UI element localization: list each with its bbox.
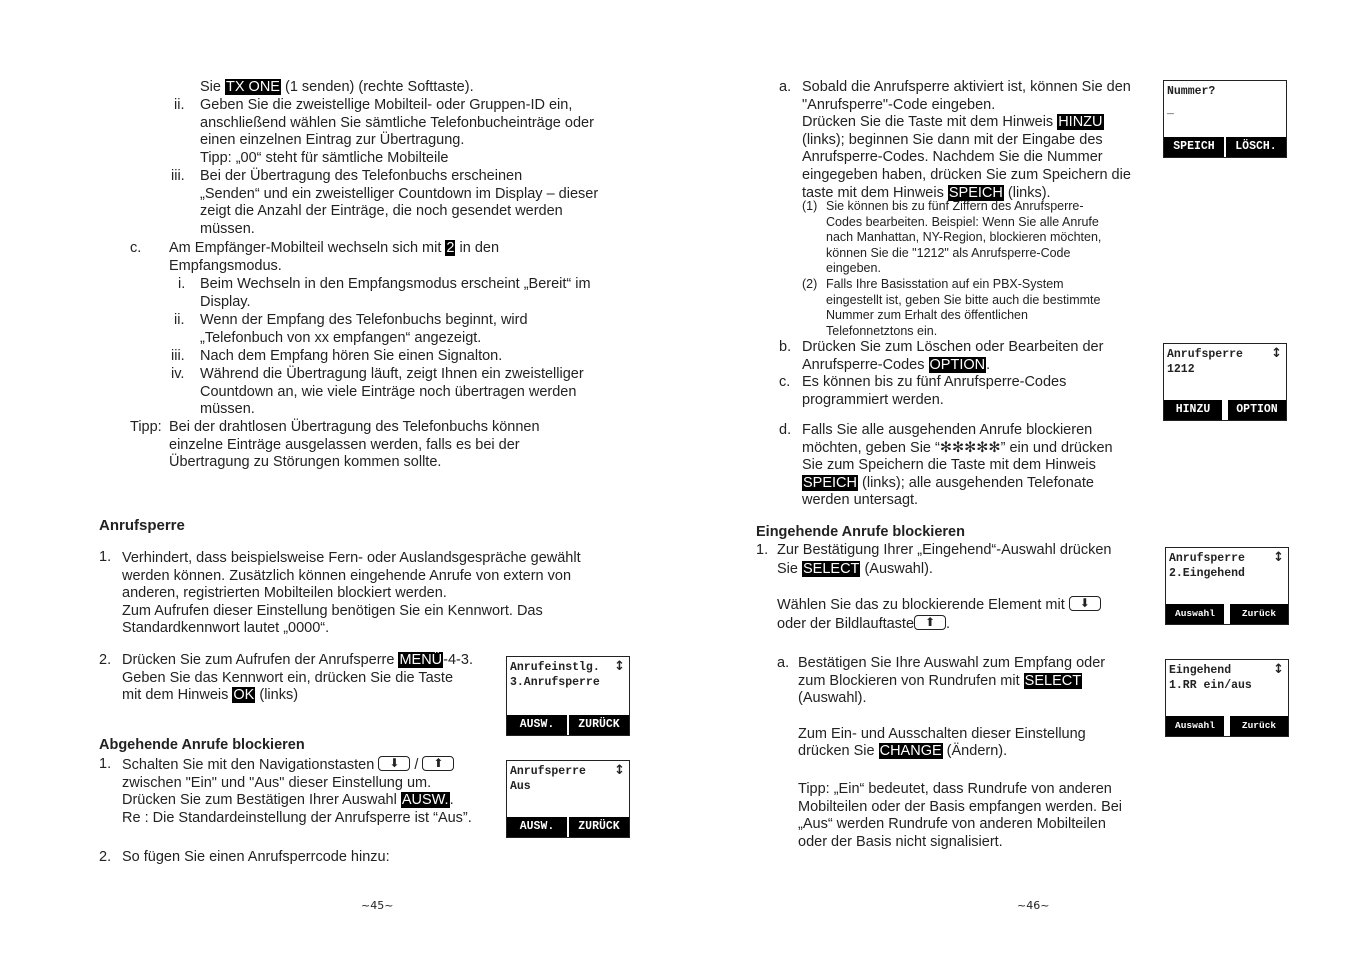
softkey-left: SPEICH: [1164, 137, 1224, 157]
up-down-arrow-icon: ↕: [1273, 662, 1284, 677]
list-item: Wenn der Empfang des Telefonbuchs beginnt, wird „Telefonbuch von xx empfangen“ angezeigt.: [200, 312, 528, 346]
softkey-label: CHANGE: [879, 743, 942, 760]
softkey-right: Zurück: [1230, 604, 1288, 624]
softkey-label: SPEICH: [948, 184, 1003, 201]
list-item: Verhindert, dass beispielsweise Fern- oder Auslandsgespräche gewählt werden können. Zusätzlich können eingehende Anrufe von extern von anderen, registrierten Mobilteilen blockiert werden. Zum Aufrufen dieser Einstellung benötigen Sie ein Kennwort. Das Standardkennwort lautet „0000“.: [122, 550, 581, 637]
up-down-arrow-icon: ↕: [614, 763, 625, 778]
section-heading: Anrufsperre: [99, 517, 185, 534]
softkey-left: AUSW.: [507, 715, 567, 735]
list-item: Zur Bestätigung Ihrer „Eingehend“-Auswahl drücken Sie SELECT (Auswahl). Wählen Sie das zu blockierende Element mit ⬇ oder der Bildlauftaste ⬆ .: [777, 542, 1112, 632]
softkey-left: Auswahl: [1166, 716, 1224, 736]
list-item: Beim Wechseln in den Empfangsmodus erscheint „Bereit“ im Display.: [200, 276, 591, 310]
softkey-label: AUSW.: [401, 792, 449, 809]
display-screen: Anrufsperre 2.Eingehend ↕ Auswahl Zurück: [1165, 547, 1289, 625]
note-item: Sie können bis zu fünf Ziffern des Anrufsperre- Codes bearbeiten. Beispiel: Wenn Sie alle Anrufe nach Manhattan, NY-Region, blockieren möchten, können Sie die "1212" als Anrufsperre-Code eingeben.: [826, 199, 1102, 276]
list-item: Bei der Übertragung des Telefonbuchs erscheinen „Senden“ und ein zweistelliger Countdown im Display – dieser zeigt die Anzahl der Einträge, die noch gesendet werden müssen.: [200, 168, 599, 237]
list-marker: b.: [779, 339, 792, 355]
softkey-left: AUSW.: [507, 817, 567, 837]
softkey-right: ZURÜCK: [569, 817, 629, 837]
nav-down-key-icon: ⬇: [1069, 596, 1101, 611]
softkey-left: Auswahl: [1166, 604, 1224, 624]
display-screen: Anrufsperre 1212 ↕ HINZU OPTION: [1163, 343, 1287, 421]
key-label: 2: [446, 240, 455, 256]
list-marker: 1.: [99, 549, 112, 565]
list-item: Schalten Sie mit den Navigationstasten ⬇ / ⬆ zwischen "Ein" und "Aus" dieser Einstellung um. Drücken Sie zum Bestätigen Ihrer Auswahl AUSW.. Re : Die Standardeinstellung der Anrufsperre ist “Aus”.: [122, 756, 472, 826]
softkey-label: SELECT: [803, 560, 860, 577]
softkey-label: SPEICH: [803, 474, 857, 491]
up-down-arrow-icon: ↕: [1271, 346, 1282, 361]
list-item: Falls Sie alle ausgehenden Anrufe blockieren möchten, geben Sie “✻✻✻✻✻” ein und drücken Sie zum Speichern die Taste mit dem Hinweis SPEICH (links); alle ausgehenden Telefonate werden untersagt.: [802, 422, 1113, 509]
sub-heading: Abgehende Anrufe blockieren: [99, 737, 305, 753]
list-marker: i.: [178, 276, 186, 292]
softkey-right: LÖSCH.: [1226, 137, 1286, 157]
list-marker: iii.: [171, 348, 185, 364]
softkey-right: Zurück: [1230, 716, 1288, 736]
display-screen: Nummer? _ SPEICH LÖSCH.: [1163, 80, 1287, 158]
softkey-label: HINZU: [1058, 114, 1103, 131]
key-label: MENÜ: [399, 652, 443, 668]
list-marker: c.: [130, 240, 142, 256]
page-number: ~45~: [361, 899, 394, 912]
display-screen: Anrufeinstlg. 3.Anrufsperre ↕ AUSW. ZURÜCK: [506, 656, 630, 736]
list-marker: iv.: [171, 366, 185, 382]
list-marker: d.: [779, 422, 792, 438]
list-marker: 1.: [99, 756, 112, 772]
list-item: Am Empfänger-Mobilteil wechseln sich mit 2 in den Empfangsmodus.: [169, 240, 500, 274]
scroll-key-icon: ⬆: [914, 615, 946, 630]
softkey-label: OPTION: [929, 356, 986, 373]
list-item: Drücken Sie zum Aufrufen der Anrufsperre MENÜ-4-3. Geben Sie das Kennwort ein, drücken Sie die Taste mit dem Hinweis OK (links): [122, 652, 473, 704]
note-item: Falls Ihre Basisstation auf ein PBX-System eingestellt ist, geben Sie bitte auch die bestimmte Nummer zum Erhalt des öffentlichen Telefonnetztons ein.: [826, 277, 1101, 338]
softkey-label: SELECT: [1024, 672, 1082, 689]
list-item: Sobald die Anrufsperre aktiviert ist, können Sie den "Anrufsperre"-Code eingeben. Drücken Sie die Taste mit dem Hinweis HINZU (links); beginnen Sie dann mit der Eingabe des Anrufsperre-Codes. Nachdem Sie die Nummer eingegeben haben, drücken Sie zum Speichern die taste mit dem Hinweis SPEICH (links).: [802, 79, 1131, 201]
list-item: Während die Übertragung läuft, zeigt Ihnen ein zweistelliger Countdown an, wie viele Einträge noch übertragen werden müssen.: [200, 366, 584, 418]
list-marker: 2.: [99, 652, 112, 668]
note-marker: (1): [802, 199, 818, 213]
softkey-right: ZURÜCK: [569, 715, 629, 735]
list-marker: a.: [777, 655, 790, 671]
list-marker: ii.: [174, 97, 185, 113]
up-down-arrow-icon: ↕: [614, 659, 625, 674]
nav-down-key-icon: ⬇: [378, 756, 410, 771]
list-marker: a.: [779, 79, 792, 95]
list-marker: ii.: [174, 312, 185, 328]
display-screen: Anrufsperre Aus ↕ AUSW. ZURÜCK: [506, 760, 630, 838]
list-marker: 2.: [99, 849, 112, 865]
paragraph: Sie TX ONE (1 senden) (rechte Softtaste).: [200, 79, 474, 95]
softkey-label: TX ONE: [226, 79, 280, 95]
tip-label: Tipp:: [130, 419, 162, 435]
up-down-arrow-icon: ↕: [1273, 550, 1284, 565]
list-marker: iii.: [171, 168, 185, 184]
list-marker: c.: [779, 374, 791, 390]
softkey-label: OK: [233, 687, 255, 704]
nav-up-key-icon: ⬆: [422, 756, 454, 771]
list-item: Geben Sie die zweistellige Mobilteil- oder Gruppen-ID ein, anschließend wählen Sie sämtliche Telefonbucheinträge oder einen einzelnen Eintrag zur Übertragung. Tipp: „00“ steht für sämtliche Mobilteile: [200, 97, 594, 166]
list-item: Drücken Sie zum Löschen oder Bearbeiten der Anrufsperre-Codes OPTION.: [802, 339, 1104, 373]
list-marker: 1.: [756, 542, 769, 558]
list-item: Nach dem Empfang hören Sie einen Signalton.: [200, 348, 503, 364]
softkey-left: HINZU: [1164, 400, 1222, 420]
note-marker: (2): [802, 277, 818, 291]
list-item: Bestätigen Sie Ihre Auswahl zum Empfang oder zum Blockieren von Rundrufen mit SELECT (Auswahl). Zum Ein- und Ausschalten dieser Einstellung drücken Sie CHANGE (Ändern). Tipp: „Ein“ bedeutet, dass Rundrufe von anderen Mobilteilen oder der Basis empfangen werden. Bei „Aus“ werden Rundrufe von anderen Mobilteilen oder der Basis nicht signalisiert.: [798, 655, 1123, 850]
tip-text: Bei der drahtlosen Übertragung des Telefonbuchs können einzelne Einträge ausgelassen werden, falls es bei der Übertragung zu Störungen kommen sollte.: [169, 419, 540, 471]
display-screen: Eingehend 1.RR ein/aus ↕ Auswahl Zurück: [1165, 659, 1289, 737]
list-item: Es können bis zu fünf Anrufsperre-Codes programmiert werden.: [802, 374, 1067, 408]
sub-heading: Eingehende Anrufe blockieren: [756, 524, 965, 540]
softkey-right: OPTION: [1228, 400, 1286, 420]
list-item: So fügen Sie einen Anrufsperrcode hinzu:: [122, 849, 390, 865]
page-number: ~46~: [1017, 899, 1050, 912]
